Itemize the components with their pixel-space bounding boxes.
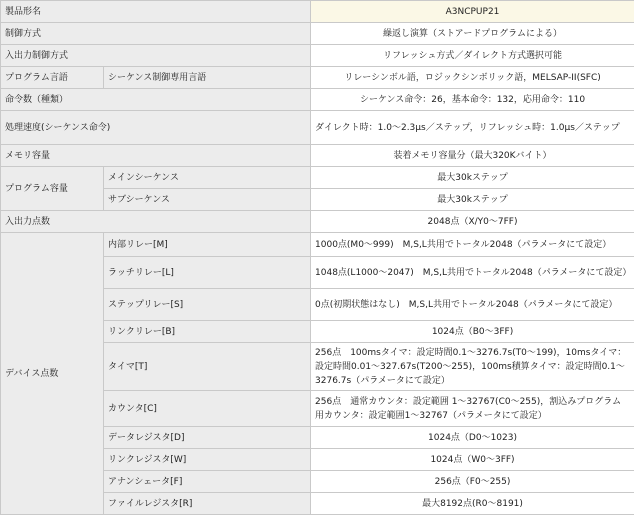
annunciator-value: 256点（F0～255) (311, 471, 634, 493)
sub-sequence-value: 最大30kステップ (311, 189, 634, 211)
program-capacity-label: プログラム容量 (1, 167, 104, 211)
instructions-value: シーケンス命令：26，基本命令：132，応用命令：110 (311, 89, 634, 111)
control-label: 制御方式 (1, 23, 311, 45)
file-register-label: ファイルレジスタ[R] (104, 493, 311, 515)
main-sequence-label: メインシーケンス (104, 167, 311, 189)
row-memory (1, 145, 634, 167)
file-register-value: 最大8192点(R0～8191) (311, 493, 634, 515)
io-points-value: 2048点（X/Y0～7FF) (311, 211, 634, 233)
speed-value: ダイレクト時：1.0～2.3μs／ステップ，リフレッシュ時：1.0μs／ステップ (311, 111, 634, 145)
io-control-label: 入出力制御方式 (1, 45, 311, 67)
memory-value: 装着メモリ容量分（最大320Kバイト） (311, 145, 634, 167)
sub-sequence-label: サブシーケンス (104, 189, 311, 211)
step-relay-label: ステップリレー[S] (104, 289, 311, 321)
latch-relay-value: 1048点(L1000～2047) M,S,L共用でトータル2048（パラメータにて設定） (311, 257, 634, 289)
program-language-label: プログラム言語 (1, 67, 104, 89)
control-value: 繰返し演算（ストアードプログラムによる） (311, 23, 634, 45)
memory-label: メモリ容量 (1, 145, 311, 167)
timer-value: 256点 100msタイマ：設定時間0.1～3276.7s(T0～199)，10msタイマ：設定時間0.01～327.67s(T200～255)，100ms積算タイマ：設定時間0.1～3276.7s（パラメータにて設定） (311, 343, 634, 391)
annunciator-label: アナンシェータ[F] (104, 471, 311, 493)
io-points-label: 入出力点数 (1, 211, 311, 233)
counter-value: 256点 通常カウンタ：設定範囲 1～32767(C0～255)，割込みプログラム用カウンタ：設定範囲1～32767（パラメータにて設定） (311, 391, 634, 427)
link-register-value: 1024点（W0～3FF) (311, 449, 634, 471)
step-relay-value: 0点(初期状態はなし) M,S,L共用でトータル2048（パラメータにて設定） (311, 289, 634, 321)
row-instructions (1, 89, 634, 111)
program-language-value: リレーシンボル語，ロジックシンボリック語，MELSAP-II(SFC) (311, 67, 634, 89)
row-program-capacity-main (1, 167, 634, 189)
counter-label: カウンタ[C] (104, 391, 311, 427)
row-control (1, 23, 634, 45)
timer-label: タイマ[T] (104, 343, 311, 391)
data-register-label: データレジスタ[D] (104, 427, 311, 449)
header-value: A3NCPUP21 (311, 1, 634, 23)
row-program-language (1, 67, 634, 89)
internal-relay-label: 内部リレー[M] (104, 233, 311, 257)
link-relay-value: 1024点（B0～3FF) (311, 321, 634, 343)
link-register-label: リンクレジスタ[W] (104, 449, 311, 471)
header-row (1, 1, 634, 23)
header-label: 製品形名 (1, 1, 311, 23)
io-control-value: リフレッシュ方式／ダイレクト方式選択可能 (311, 45, 634, 67)
instructions-label: 命令数（種類） (1, 89, 311, 111)
latch-relay-label: ラッチリレー[L] (104, 257, 311, 289)
internal-relay-value: 1000点(M0～999) M,S,L共用でトータル2048（パラメータにて設定） (311, 233, 634, 257)
row-io-control (1, 45, 634, 67)
main-sequence-value: 最大30kステップ (311, 167, 634, 189)
devices-label: デバイス点数 (1, 233, 104, 515)
program-language-sub: シーケンス制御専用言語 (104, 67, 311, 89)
data-register-value: 1024点（D0～1023) (311, 427, 634, 449)
speed-label: 処理速度(シーケンス命令) (1, 111, 311, 145)
row-speed (1, 111, 634, 145)
link-relay-label: リンクリレー[B] (104, 321, 311, 343)
row-io-points (1, 211, 634, 233)
row-internal-relay (1, 233, 634, 257)
